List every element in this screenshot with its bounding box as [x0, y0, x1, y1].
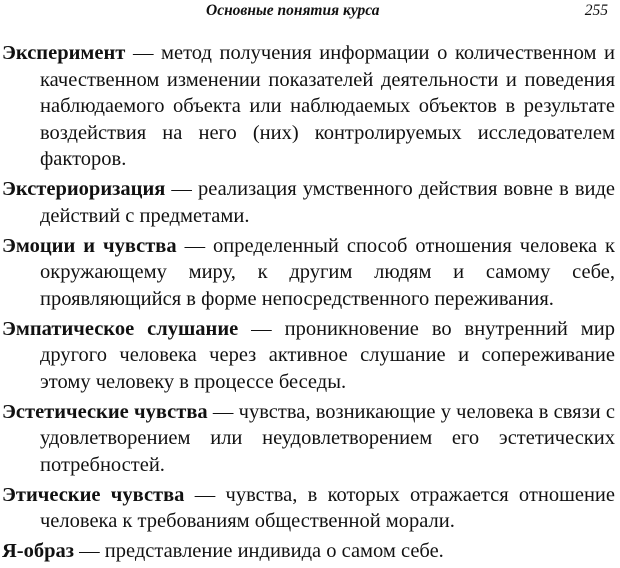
glossary-term: Я-образ	[2, 540, 75, 562]
glossary-entry-exteriorization	[2, 176, 615, 229]
glossary-entry-empathic-listening	[2, 316, 615, 396]
glossary-term: Эмпатическое слушание	[2, 317, 239, 340]
glossary-entry-emotions-and-feelings	[2, 233, 615, 313]
glossary-definition: — чувства, в которых отражается отношение человека к требованиям общественной морали.	[40, 483, 615, 532]
header-title: Основные понятия курса	[206, 2, 380, 19]
glossary-definition: — чувства, возникающие у человека в связи с удовлетворением или неудовлетворением его эстетических потребностей.	[40, 400, 616, 476]
glossary-term: Эстетические чувства	[2, 400, 208, 423]
glossary-definition: — метод получения информации о количественном и качественном изменении показателей деятельности и поведения наблюдаемого объекта или наблюдаемых объектов в результате воздействия на него (них) контролируемых исследователем факторов.	[40, 42, 615, 170]
glossary-definition: — проникновение во внутренний мир другого человека через активное слушание и сопереживание этому человеку в процессе беседы.	[40, 317, 615, 393]
glossary-entry-experiment	[2, 40, 615, 173]
glossary-term: Эмоции и чувства	[2, 234, 177, 257]
glossary-entry-ethical-feelings	[2, 482, 615, 535]
glossary-entry-aesthetic-feelings	[2, 399, 615, 479]
glossary-term: Этические чувства	[2, 483, 185, 506]
glossary-term: Эксперимент	[2, 42, 126, 64]
glossary-definition: — представление индивида о самом себе.	[74, 540, 444, 562]
glossary-definition: — определенный способ отношения человека к окружающему миру, к другим людям и самому себе, проявляющийся в форме непосредственного переживания.	[40, 234, 616, 310]
glossary-term: Экстериоризация	[2, 178, 166, 200]
glossary-entry-self-image	[2, 538, 615, 565]
page-number: 255	[584, 2, 608, 19]
running-header	[0, 2, 620, 26]
glossary-definition: — реализация умственного действия вовне в виде действий с предметами.	[40, 178, 615, 227]
glossary-list	[2, 40, 615, 568]
